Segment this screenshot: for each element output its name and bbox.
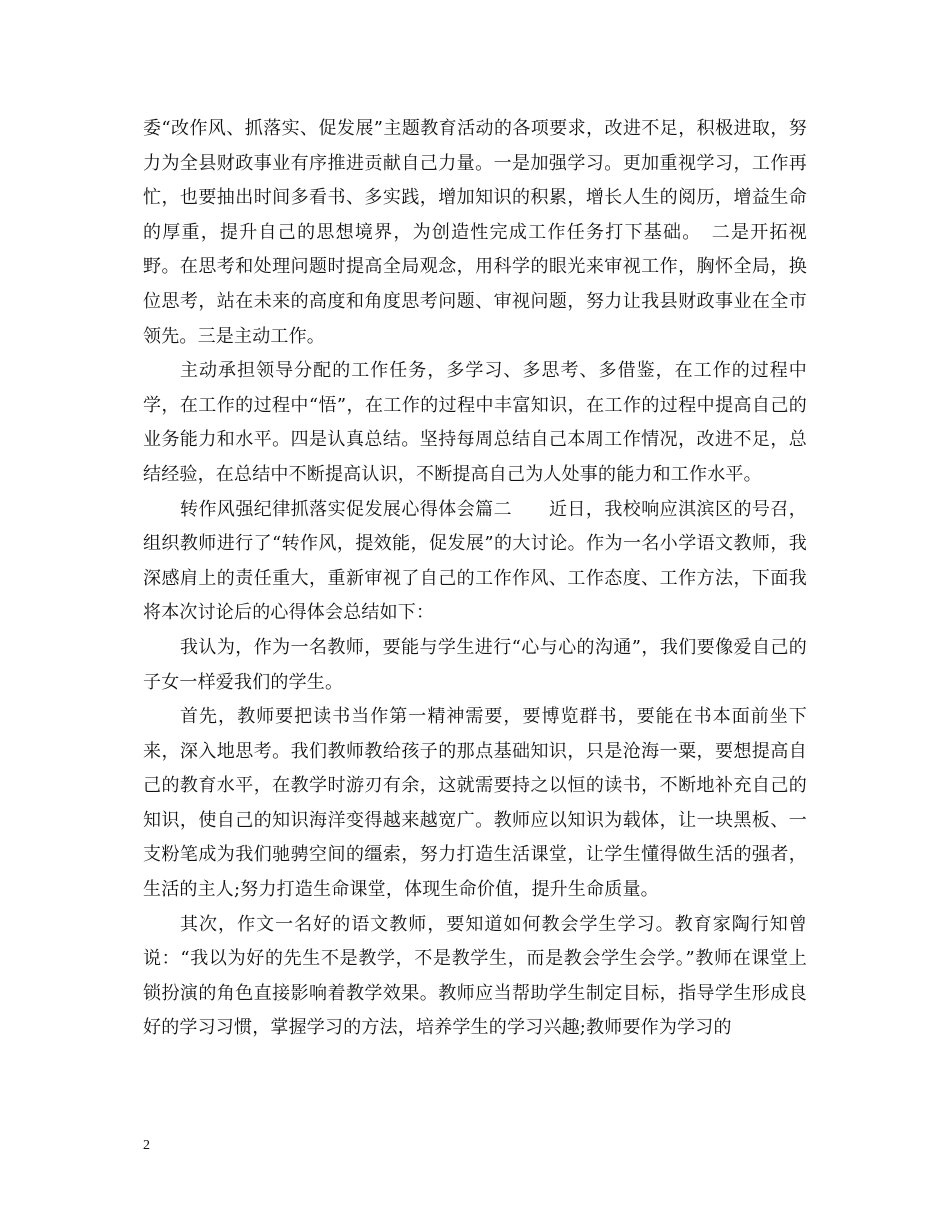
paragraph-2: 主动承担领导分配的工作任务，多学习、多思考、多借鉴，在工作的过程中学，在工作的过程中“悟”，在工作的过程中丰富知识，在工作的过程中提高自己的业务能力和水平。四是认真总结。坚持每周总结自己本周工作情况，改进不足，总结经验，在总结中不断提高认识，不断提高自己为人处事的能力和工作水平。	[143, 360, 807, 485]
body-text	[143, 112, 807, 1046]
paragraph-3: 转作风强纪律抓落实促发展心得体会篇二 近日，我校响应淇滨区的号召，组织教师进行了“转作风，提效能，促发展”的大讨论。作为一名小学语文教师，我深感肩上的责任重大，重新审视了自己的工作作风、工作态度、工作方法，下面我将本次讨论后的心得体会总结如下：	[143, 498, 807, 624]
paragraph-6: 其次，作文一名好的语文教师，要知道如何教会学生学习。教育家陶行知曾说：“我以为好的先生不是教学，不是教学生，而是教会学生会学。”教师在课堂上锁扮演的角色直接影响着教学效果。教师应当帮助学生制定目标，指导学生形成良好的学习习惯，掌握学习的方法，培养学生的学习兴趣;教师要作为学习的	[143, 913, 807, 1039]
paragraph-5: 首先，教师要把读书当作第一精神需要，要博览群书，要能在书本面前坐下来，深入地思考。我们教师教给孩子的那点基础知识，只是沧海一粟，要想提高自己的教育水平，在教学时游刃有余，这就需要持之以恒的读书，不断地补充自己的知识，使自己的知识海洋变得越来越宽广。教师应以知识为载体，让一块黑板、一支粉笔成为我们驰骋空间的缰索，努力打造生活课堂，让学生懂得做生活的强者，生活的主人;努力打造生命课堂，体现生命价值，提升生命质量。	[143, 706, 807, 901]
paragraph-1: 委“改作风、抓落实、促发展”主题教育活动的各项要求，改进不足，积极进取，努力为全县财政事业有序推进贡献自己力量。一是加强学习。更加重视学习，工作再忙，也要抽出时间多看书、多实践，增加知识的积累，增长人生的阅历，增益生命的厚重，提升自己的思想境界，为创造性完成工作任务打下基础。 二是开拓视野。在思考和处理问题时提高全局观念，用科学的眼光来审视工作，胸怀全局，换位思考，站在未来的高度和角度思考问题、审视问题，努力让我县财政事业在全市领先。三是主动工作。	[143, 118, 807, 347]
paragraph-4: 我认为，作为一名教师，要能与学生进行“心与心的沟通”，我们要像爱自己的子女一样爱我们的学生。	[143, 636, 807, 693]
page-number: 2	[143, 1138, 150, 1153]
